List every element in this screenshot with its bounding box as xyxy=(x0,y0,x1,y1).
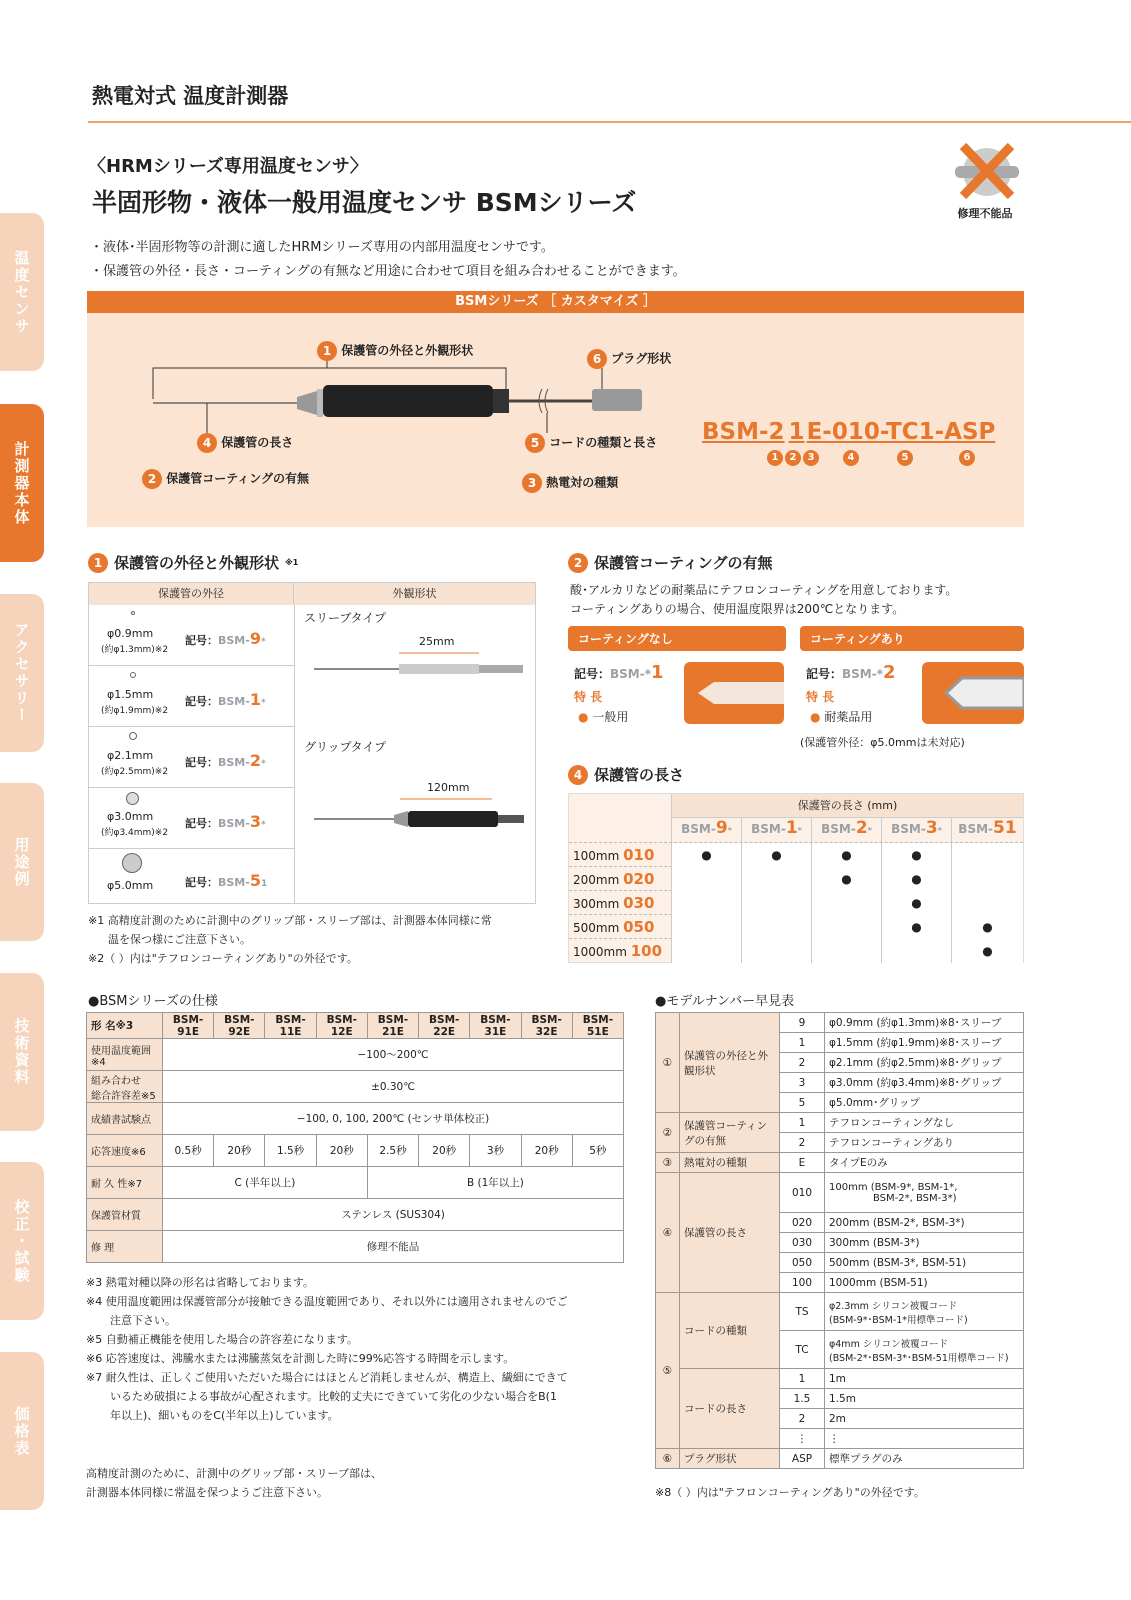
s4-row: 200mm 020 ● ● xyxy=(569,866,1023,890)
header-rule xyxy=(88,121,1131,123)
callout-2: 2 保護管コーティングの有無 xyxy=(142,469,309,489)
s4-cols: BSM-9* BSM-1* BSM-2* BSM-3* BSM-51 xyxy=(671,818,1023,842)
s1-title: 1 保護管の外径と外観形状 ※1 xyxy=(88,552,298,573)
spec-title: ●BSMシリーズの仕様 xyxy=(88,994,218,1009)
banner-title: BSMシリーズ ［ カスタマイズ ］ xyxy=(87,291,1024,313)
s4-row: 500mm 050 ● ● xyxy=(569,914,1023,938)
callout-1: 1 保護管の外径と外観形状 xyxy=(317,341,473,361)
s4-dot xyxy=(671,915,741,939)
customize-banner xyxy=(87,291,1024,527)
coating-with-label: コーティングあり xyxy=(800,626,1024,651)
s4-row: 100mm 010 ● ● ● ● xyxy=(569,842,1023,866)
s4-row: 300mm 030 ● xyxy=(569,890,1023,914)
spec-notes: ※3 熱電対種以降の形名は省略しております。 ※4 使用温度範囲は保護管部分が接触できる温度範囲であり、それ以外には適用されませんのでご 注意下さい。 ※5 自動補正機能を使用した場合の許容差になります。 ※6 応答速度は、沸騰水または沸騰蒸気を計測した時に99%応答する時間を示します。 ※7 耐久性は、正しくご使用いただいた場合にはほとんど消耗しませんが、構造上、繊細にできて いるため破損による事故が心配されます。比較的丈夫にできていて劣化の少ない場合をB(1 年以上)、細いものをC(半年以上)しています。 xyxy=(86,1276,568,1422)
s4-dot: ● xyxy=(741,843,811,867)
s1-notes: ※1 高精度計測のために計測中のグリップ部・スリーブ部は、計測器本体同様に常 温を保つ様にご注意下さい。 ※2（ ）内は"テフロンコーティングあり"の外径です。 xyxy=(88,914,492,965)
s4-dot xyxy=(671,867,741,891)
s4-dot xyxy=(811,891,881,915)
page-title: 半固形物・液体一般用温度センサ BSMシリーズ xyxy=(92,188,637,217)
coating-none-item: ● 一般用 xyxy=(578,710,629,724)
s1-col2: 外観形状 xyxy=(392,587,437,600)
s4-dot xyxy=(741,891,811,915)
s4-table xyxy=(568,793,1024,963)
side-tab-main-unit[interactable]: 計測器本体 xyxy=(0,404,44,562)
side-tab-accessory[interactable]: アクセサリー xyxy=(0,594,44,752)
repair-badge xyxy=(945,140,1025,225)
coating-note: (保護管外径：φ5.0mmは未対応) xyxy=(800,736,965,749)
callout-4: 4 保護管の長さ xyxy=(197,433,293,453)
repair-badge-label: 修理不能品 xyxy=(957,207,1013,220)
s4-dot: ● xyxy=(811,867,881,891)
s1-row-9: φ0.9mm (約φ1.3mm)※2 記号：BSM-9* xyxy=(89,605,294,666)
model-example: BSM-2 1E-010-TC1-ASP xyxy=(702,419,996,445)
s4-dot: ● xyxy=(671,843,741,867)
coating-none-feat: 特 長 xyxy=(574,690,603,704)
s4-dot: ● xyxy=(881,915,951,939)
sleeve-label: スリーブタイプ xyxy=(304,611,386,625)
s2-desc: 酸･アルカリなどの耐薬品にテフロンコーティングを用意しております。 コーティングありの場合、使用温度限界は200℃となります。 xyxy=(570,583,958,616)
s4-dot xyxy=(811,939,881,963)
coating-with-code: 記号：BSM-*2 xyxy=(806,662,896,683)
callout-3: 3 熱電対の種類 xyxy=(522,473,618,493)
side-tab-calibration[interactable]: 校正・試験 xyxy=(0,1162,44,1320)
s4-dot xyxy=(741,867,811,891)
subtitle: 〈HRMシリーズ専用温度センサ〉 xyxy=(88,156,368,177)
s4-dot xyxy=(811,915,881,939)
s4-rows xyxy=(569,842,1023,962)
s4-row: 1000mm 100 ● xyxy=(569,938,1023,962)
coating-none-image xyxy=(684,662,784,724)
s4-dot xyxy=(951,843,1023,867)
coating-none-label: コーティングなし xyxy=(568,626,786,651)
s4-dot: ● xyxy=(881,891,951,915)
side-tab-price[interactable]: 価格表 xyxy=(0,1352,44,1510)
s4-dot xyxy=(741,939,811,963)
coating-with-feat: 特 長 xyxy=(806,690,835,704)
s4-dot xyxy=(671,939,741,963)
s4-dot: ● xyxy=(881,867,951,891)
side-tab-usage[interactable]: 用途例 xyxy=(0,783,44,941)
sleeve-drawing xyxy=(304,649,534,679)
spec-footer: 高精度計測のために、計測中のグリップ部・スリーブ部は、 計測器本体同様に常温を保つようご注意下さい。 xyxy=(86,1467,383,1499)
coating-with-image xyxy=(922,662,1024,724)
s1-rows xyxy=(89,605,294,903)
sleeve-length: 25mm xyxy=(419,635,455,648)
s4-dot: ● xyxy=(811,843,881,867)
model-note: ※8（ ）内は"テフロンコーティングあり"の外径です。 xyxy=(655,1486,925,1499)
s4-dot xyxy=(951,867,1023,891)
no-repair-icon xyxy=(945,140,1025,202)
s1-row-1: φ1.5mm (約φ1.9mm)※2 記号：BSM-1* xyxy=(89,666,294,727)
grip-label: グリップタイプ xyxy=(304,740,387,754)
model-table: ① 保護管の外径と外観形状 9 φ0.9mm (約φ1.3mm)※8･スリーブ 1 φ1.5mm (約φ1.9mm)※8･スリーブ 2 φ2.1mm (約φ2.5mm)※8･グリップ 3 φ3.0mm (約φ3.4mm)※8･グリップ 5 φ5.0mm･グリップ ② 保護管コーティングの有無 1 テフロンコーティングなし 2 テフロンコーティングあり ③ 熱電対の種類 E タイプEのみ ④ 保護管の長さ 010 100mm (BSM-9*, BSM-1*, BSM-2*, BSM-3*) 020 200mm (BSM-2*, BSM-3*) 030 300mm (BSM-3*) 050 500mm (BSM-3*, BSM-51) 100 1000mm (BSM-51) ⑤ コードの種類 TS φ2.3mm シリコン被覆コード (BSM-9*･BSM-1*用標準コード) TC φ4mm シリコン被覆コード (BSM-2*･BSM-3*･BSM-51用標準コード) コードの長さ 1 1m 1.5 1.5m 2 2m ⋮ ⋮ ⑥ プラグ形状 ASP 標準プラグのみ xyxy=(655,1012,1024,1469)
intro-line-1: ・液体･半固形物等の計測に適したHRMシリーズ専用の内部用温度センサです。 xyxy=(90,240,554,255)
s1-row-5: φ5.0mm 記号：BSM-51 xyxy=(89,849,294,903)
coating-none-code: 記号：BSM-*1 xyxy=(574,662,664,683)
intro-line-2: ・保護管の外径・長さ・コーティングの有無など用途に合わせて項目を組み合わせることができます。 xyxy=(90,264,686,279)
s1-table xyxy=(88,582,536,904)
intro xyxy=(90,236,686,284)
spec-table: 形 名※3 BSM-91E BSM-92E BSM-11E BSM-12E BSM-21E BSM-22E BSM-31E BSM-32E BSM-51E 使用温度範囲※4 −100〜200℃ 組み合わせ 総合許容差※5 ±0.30℃ 成績書試験点 −100, 0, 100, 200℃ (センサ単体校正) 応答速度※6 0.5秒 20秒 1.5秒 20秒 2.5秒 20秒 3秒 20秒 5秒 耐 久 性※7 C (半年以上) B (1年以上) 保護管材質 ステンレス (SUS304) 修 理 修理不能品 xyxy=(86,1012,624,1263)
model-markers: 1 2 3 4 5 6 xyxy=(767,450,975,466)
side-tab-technical[interactable]: 技術資料 xyxy=(0,973,44,1131)
s4-dot xyxy=(741,915,811,939)
s2-title: 2 保護管コーティングの有無 xyxy=(568,552,773,573)
s4-dot xyxy=(881,939,951,963)
s4-head: 保護管の長さ (mm) xyxy=(671,794,1023,818)
grip-length: 120mm xyxy=(427,781,470,794)
model-title: ●モデルナンバー早見表 xyxy=(655,994,795,1009)
s1-row-2: φ2.1mm (約φ2.5mm)※2 記号：BSM-2* xyxy=(89,727,294,788)
side-tab-sensor[interactable]: 温度センサ xyxy=(0,213,44,371)
s1-col1: 保護管の外径 xyxy=(89,583,294,605)
s4-dot: ● xyxy=(951,915,1023,939)
s4-dot xyxy=(951,891,1023,915)
grip-drawing xyxy=(304,795,534,835)
callout-6: 6 プラグ形状 xyxy=(587,349,671,369)
s1-row-3: φ3.0mm (約φ3.4mm)※2 記号：BSM-3* xyxy=(89,788,294,849)
s4-title: 4 保護管の長さ xyxy=(568,764,684,785)
coating-with-item: ● 耐薬品用 xyxy=(810,710,873,724)
callout-5: 5 コードの種類と長さ xyxy=(525,433,657,453)
s4-dot xyxy=(671,891,741,915)
page-header: 熱電対式 温度計測器 xyxy=(92,84,289,108)
s4-dot: ● xyxy=(881,843,951,867)
s4-dot: ● xyxy=(951,939,1023,963)
